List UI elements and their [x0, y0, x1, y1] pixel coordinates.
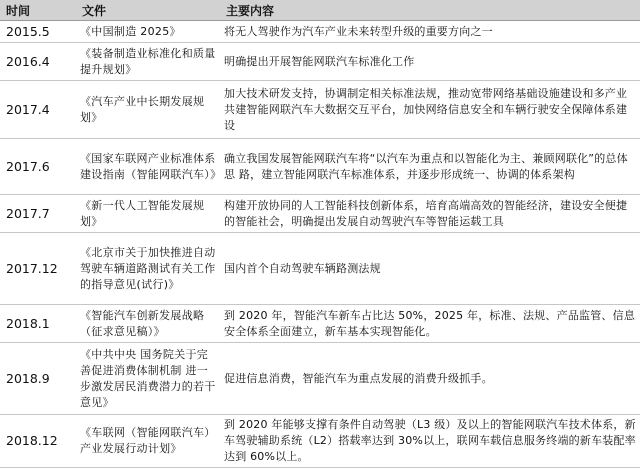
table-row	[0, 195, 640, 233]
table-row	[0, 81, 640, 139]
row-document: 《车联网（智能网联汽车）产业发展行动计划》	[76, 415, 220, 468]
header-main-content: 主要内容	[220, 0, 640, 21]
table-row	[0, 415, 640, 468]
header-document: 文件	[76, 0, 220, 21]
table-row	[0, 305, 640, 343]
row-content: 加大技术研发支持，协调制定相关标准法规，推动宽带网络基础设施建设和多产业共建智能网联汽车大数据交互平台，加快网络信息安全和车辆行驶安全保障体系建设	[220, 81, 640, 139]
row-date: 2017.6	[0, 139, 76, 195]
header-time: 时间	[0, 0, 76, 21]
row-document: 《智能汽车创新发展战略（征求意见稿）》	[76, 305, 220, 343]
row-document: 《装备制造业标准化和质量提升规划》	[76, 43, 220, 81]
row-date: 2018.9	[0, 343, 76, 415]
row-document: 《北京市关于加快推进自动驾驶车辆道路测试有关工作的指导意见(试行)》	[76, 233, 220, 305]
row-document: 《新一代人工智能发展规划》	[76, 195, 220, 233]
row-content: 明确提出开展智能网联汽车标准化工作	[220, 43, 640, 81]
row-date: 2018.1	[0, 305, 76, 343]
table-row	[0, 233, 640, 305]
table-row	[0, 343, 640, 415]
row-date: 2018.12	[0, 415, 76, 468]
table-row	[0, 43, 640, 81]
row-document: 《国家车联网产业标准体系建设指南（智能网联汽车）》	[76, 139, 220, 195]
row-content: 到 2020 年能够支撑有条件自动驾驶（L3 级）及以上的智能网联汽车技术体系，新车驾驶辅助系统（L2）搭载率达到 30%以上，联网车载信息服务终端的新车装配率达到 60%以上。	[220, 415, 640, 468]
row-content: 构建开放协同的人工智能科技创新体系，培育高端高效的智能经济，建设安全便捷的智能社会，明确提出发展自动驾驶汽车等智能运载工具	[220, 195, 640, 233]
row-content: 将无人驾驶作为汽车产业未来转型升级的重要方向之一	[220, 21, 640, 43]
row-content: 促进信息消费，智能汽车为重点发展的消费升级抓手。	[220, 343, 640, 415]
row-date: 2015.5	[0, 21, 76, 43]
row-document: 《汽车产业中长期发展规划》	[76, 81, 220, 139]
row-date: 2016.4	[0, 43, 76, 81]
row-date: 2017.7	[0, 195, 76, 233]
row-date: 2017.12	[0, 233, 76, 305]
table-row	[0, 21, 640, 43]
row-document: 《中国制造 2025》	[76, 21, 220, 43]
table-row	[0, 139, 640, 195]
row-content: 国内首个自动驾驶车辆路测法规	[220, 233, 640, 305]
table-header-row	[0, 0, 640, 21]
row-date: 2017.4	[0, 81, 76, 139]
row-content: 到 2020 年，智能汽车新车占比达 50%，2025 年，标准、法规、产品监管、信息安全体系全面建立，新车基本实现智能化。	[220, 305, 640, 343]
row-content: 确立我国发展智能网联汽车将“以汽车为重点和以智能化为主、兼顾网联化”的总体思 路，建立智能网联汽车标准体系，并逐步形成统一、协调的体系架构	[220, 139, 640, 195]
row-document: 《中共中央 国务院关于完善促进消费体制机制 进一步激发居民消费潜力的若干意见》	[76, 343, 220, 415]
